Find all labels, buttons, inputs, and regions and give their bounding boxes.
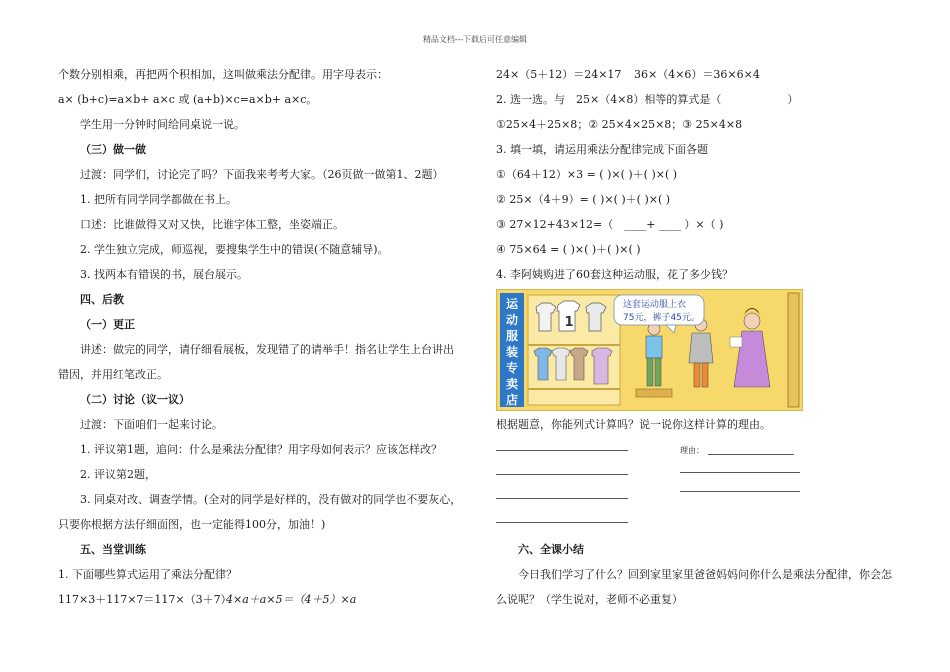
speech-bubble-text: 这套运动服上衣 <box>623 300 687 310</box>
text-line: 过渡：同学们，讨论完了吗？下面我来考考大家。（26页做一做第1、2题） <box>80 168 444 181</box>
answer-line <box>708 454 794 455</box>
answer-line <box>496 450 628 451</box>
reason-label: 理由： <box>680 446 704 455</box>
formula-line: a× (b+c)=a×b+ a×c 或 (a+b)×c=a×b+ a×c。 <box>58 93 318 106</box>
shop-sign-char: 卖 <box>505 377 519 391</box>
section-heading: 六、全课小结 <box>518 543 584 556</box>
text-line: 过渡：下面咱们一起来讨论。 <box>80 418 223 431</box>
equation: 36×（4×6）＝36×6×4 <box>634 68 760 81</box>
text-line: 1. 评议第1题，追问：什么是乘法分配律？用字母如何表示？应该怎样改？ <box>80 443 442 456</box>
question-2: 2. 选一选。与 25×（4×8）相等的算式是（ ） <box>496 93 799 106</box>
shop-sign-char: 运 <box>505 297 519 311</box>
text-line: 只要你根据方法仔细面图，也一定能得100分，加油！) <box>58 518 326 531</box>
text-line: 错因，并用红笔改正。 <box>58 368 168 381</box>
text-line: 么说呢？（学生说对，老师不必重复） <box>496 593 683 606</box>
text-line: 今日我们学习了什么？回到家里家里爸爸妈妈问你什么是乘法分配律，你会怎 <box>518 568 892 581</box>
speech-bubble-text: 75元，裤子45元。 <box>623 313 700 323</box>
shop-sign-char: 店 <box>505 393 519 407</box>
choice-options: ①25×4＋25×8；② 25×4×25×8；③ 25×4×8 <box>496 118 743 131</box>
text-line: 口述：比谁做得又对又快，比谁字体工整，坐姿端正。 <box>80 218 344 231</box>
question-4: 4. 李阿姨购进了60套这种运动服，花了多少钱？ <box>496 268 733 281</box>
section-heading: 五、当堂训练 <box>80 543 146 556</box>
equation: 24×（5＋12）＝24×17 <box>496 68 622 81</box>
section-heading: （三）做一做 <box>80 143 146 156</box>
equation: 117×3＋117×7＝117×（3＋7） <box>58 593 232 606</box>
shop-sign-char: 装 <box>505 345 519 359</box>
answer-line <box>680 472 800 473</box>
fill-blank-2: ② 25×（4＋9）= ( )×( )＋( )×( ) <box>496 193 671 206</box>
section-heading: 四、后教 <box>80 293 124 306</box>
fill-blank-1: ①（64＋12）×3 = ( )×( )＋( )×( ) <box>496 168 678 181</box>
shop-sign-char: 动 <box>505 313 519 327</box>
answer-line <box>496 474 628 475</box>
sportswear-shop-illustration <box>496 289 803 411</box>
section-heading: （一）更正 <box>80 318 135 331</box>
text-line: 个数分别相乘，再把两个积相加，这叫做乘法分配律。用字母表示： <box>58 68 388 81</box>
shop-sign-char: 专 <box>505 361 519 375</box>
text-line: 讲述：做完的同学，请仔细看展板，发现错了的请举手！指名让学生上台讲出 <box>80 343 454 356</box>
answer-line <box>496 498 628 499</box>
text-line: 1. 把所有同学同学都做在书上。 <box>80 193 237 206</box>
equation: 4×a＋a×5＝（4＋5）×a <box>226 593 357 606</box>
shop-sign-char: 服 <box>505 329 519 343</box>
section-heading: （二）讨论（议一议） <box>80 393 190 406</box>
jersey-number: 1 <box>564 315 574 330</box>
fill-blank-3: ③ 27×12+43×12=（ ____+ ____ ）×（ ) <box>496 218 724 231</box>
answer-line <box>680 491 800 492</box>
text-line: 2. 评议第2题， <box>80 468 156 481</box>
question-1: 1. 下面哪些算式运用了乘法分配律？ <box>58 568 237 581</box>
text-line: 3. 找两本有错误的书，展台展示。 <box>80 268 248 281</box>
question-3: 3. 填一填，请运用乘法分配律完成下面各题 <box>496 143 708 156</box>
fill-blank-4: ④ 75×64 = ( )×( )＋( )×( ) <box>496 243 641 256</box>
text-line: 学生用一分钟时间给同桌说一说。 <box>80 118 245 131</box>
text-line: 3. 同桌对改、调查学情。(全对的同学是好样的，没有做对的同学也不要灰心， <box>80 493 462 506</box>
text-line: 2. 学生独立完成，师巡视，要搜集学生中的错误(不随意辅导)。 <box>80 243 389 256</box>
answer-line <box>496 522 628 523</box>
text-line: 根据题意，你能列式计算吗？说一说你这样计算的理由。 <box>496 418 771 431</box>
page-header: 精品文档---下载后可任意编辑 <box>422 35 528 44</box>
